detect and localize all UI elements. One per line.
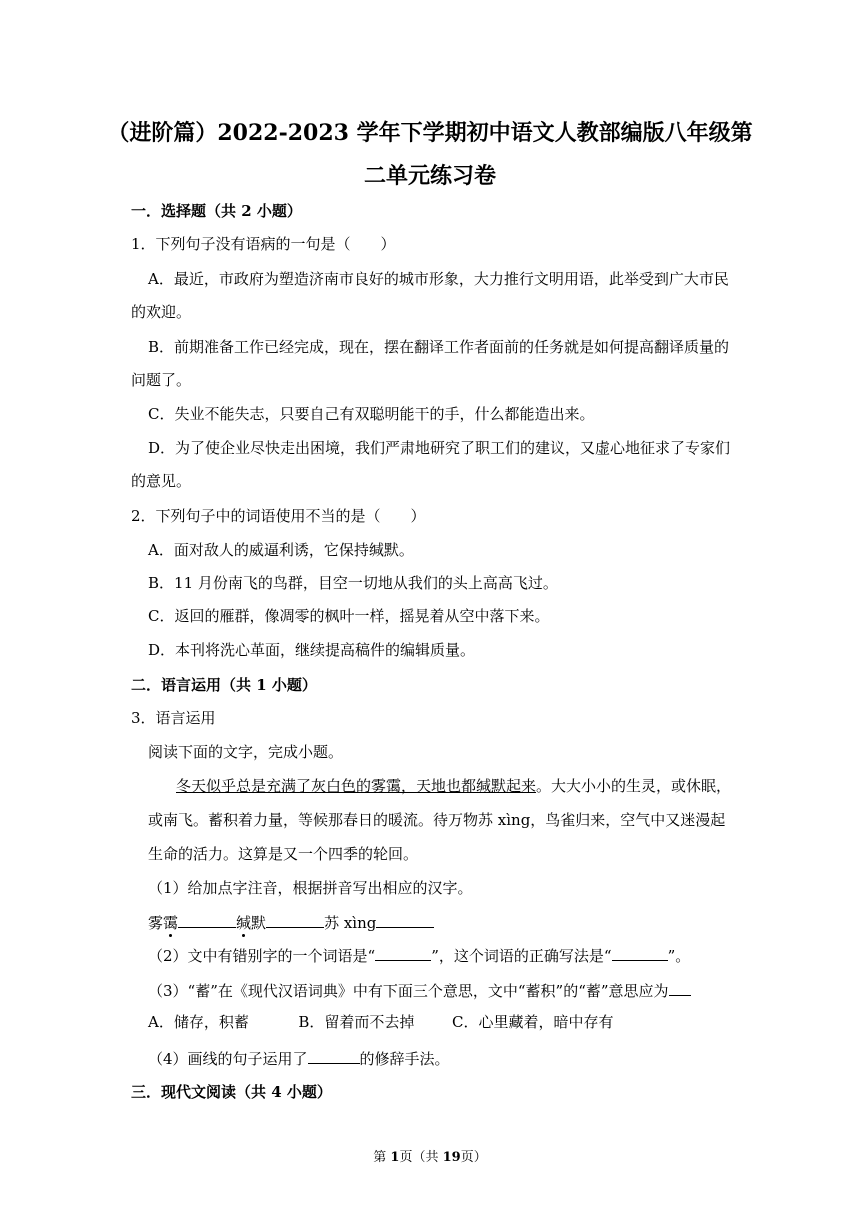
page-title-line2: 二单元练习卷 <box>363 163 496 189</box>
passage-underlined-sentence: 冬天似乎总是充满了灰白色的雾霭，天地也都缄默起来 <box>176 777 537 795</box>
word2-char2: 默 <box>251 914 267 932</box>
q2-option-a: A．面对敌人的威逼利诱，它保持缄默。 <box>148 541 414 559</box>
q3-sub3 <box>148 981 691 999</box>
footer-pre: 第 <box>373 1150 391 1165</box>
footer-total-pages: 19 <box>442 1150 461 1165</box>
section3-heading: 三．现代文阅读（共 4 小题） <box>131 1083 332 1101</box>
answer-blank <box>376 913 434 928</box>
q1-option-a: A．最近，市政府为塑造济南市良好的城市形象，大力推行文明用语，此举受到广大市民 <box>148 270 729 288</box>
sub2-text-b: ”，这个词语的正确写法是“ <box>431 947 612 965</box>
sub2-text-c: ”。 <box>667 947 691 965</box>
q3-passage-line1 <box>176 779 731 794</box>
answer-blank <box>178 913 236 928</box>
sub4-text-a: （4）画线的句子运用了 <box>148 1050 308 1068</box>
answer-blank <box>669 981 691 996</box>
q3-passage-line3: 生命的活力。这算是又一个四季的轮回。 <box>148 845 419 863</box>
q2-option-d: D．本刊将洗心革面，继续提高稿件的编辑质量。 <box>148 641 476 659</box>
q3-sub1-blanks <box>148 913 434 931</box>
q3-passage-line2: 或南飞。蓄积着力量，等候那春日的暖流。待万物苏 xìng，鸟雀归来，空气中又迷漫起 <box>148 811 726 829</box>
sub2-text-a: （2）文中有错别字的一个词语是“ <box>148 947 376 965</box>
q3-sub1: （1）给加点字注音，根据拼音写出相应的汉字。 <box>148 879 473 897</box>
answer-blank <box>266 913 324 928</box>
answer-blank <box>612 946 668 961</box>
q3-sub3-options <box>148 1015 613 1030</box>
page-footer <box>0 1146 860 1165</box>
q1-option-c: C．失业不能失志，只要自己有双聪明能干的手，什么都能造出来。 <box>148 405 595 423</box>
word3: 苏 xìng <box>324 914 377 932</box>
sub4-text-b: 的修辞手法。 <box>359 1050 450 1068</box>
answer-blank <box>308 1049 360 1064</box>
footer-mid: 页（共 <box>399 1150 443 1165</box>
word1-char2-dotted: 霭 <box>163 914 179 932</box>
answer-blank <box>375 946 431 961</box>
word2-char1-dotted: 缄 <box>236 914 252 932</box>
sub3-option-a: A．储存，积蓄 <box>148 1013 249 1031</box>
q3-sub2 <box>148 946 690 964</box>
q1-option-b-cont: 问题了。 <box>131 371 192 389</box>
q1-stem: 1．下列句子没有语病的一句是（ ） <box>131 235 396 253</box>
section2-heading: 二．语言运用（共 1 小题） <box>131 676 317 694</box>
footer-post: 页） <box>460 1150 487 1165</box>
sub3-option-c: C．心里藏着，暗中存有 <box>452 1013 614 1031</box>
q1-option-d: D．为了使企业尽快走出困境，我们严肃地研究了职工们的建议，又虚心地征求了专家们 <box>148 439 731 457</box>
word1-char1: 雾 <box>148 914 164 932</box>
q2-stem: 2．下列句子中的词语使用不当的是（ ） <box>131 507 426 525</box>
section1-heading: 一．选择题（共 2 小题） <box>131 202 302 220</box>
passage-line1-rest: 。大大小小的生灵，或休眠， <box>536 777 732 795</box>
q1-option-a-cont: 的欢迎。 <box>131 303 192 321</box>
footer-page-number: 1 <box>390 1150 400 1165</box>
q2-option-c: C．返回的雁群，像凋零的枫叶一样，摇晃着从空中落下来。 <box>148 607 550 625</box>
q2-option-b: B．11 月份南飞的鸟群，目空一切地从我们的头上高高飞过。 <box>148 574 558 592</box>
page-title-line1: （进阶篇）2022-2023 学年下学期初中语文人教部编版八年级第 <box>107 120 753 146</box>
q3-sub4 <box>148 1049 450 1067</box>
sub3-text: （3）“蓄”在《现代汉语词典》中有下面三个意思，文中“蓄积”的“蓄”意思应为 <box>148 982 669 1000</box>
q3-instruction: 阅读下面的文字，完成小题。 <box>148 743 344 761</box>
q1-option-d-cont: 的意见。 <box>131 472 192 490</box>
q3-stem: 3．语言运用 <box>131 709 216 727</box>
sub3-option-b: B．留着而不去掉 <box>298 1013 415 1031</box>
q1-option-b: B．前期准备工作已经完成，现在，摆在翻译工作者面前的任务就是如何提高翻译质量的 <box>148 338 730 356</box>
